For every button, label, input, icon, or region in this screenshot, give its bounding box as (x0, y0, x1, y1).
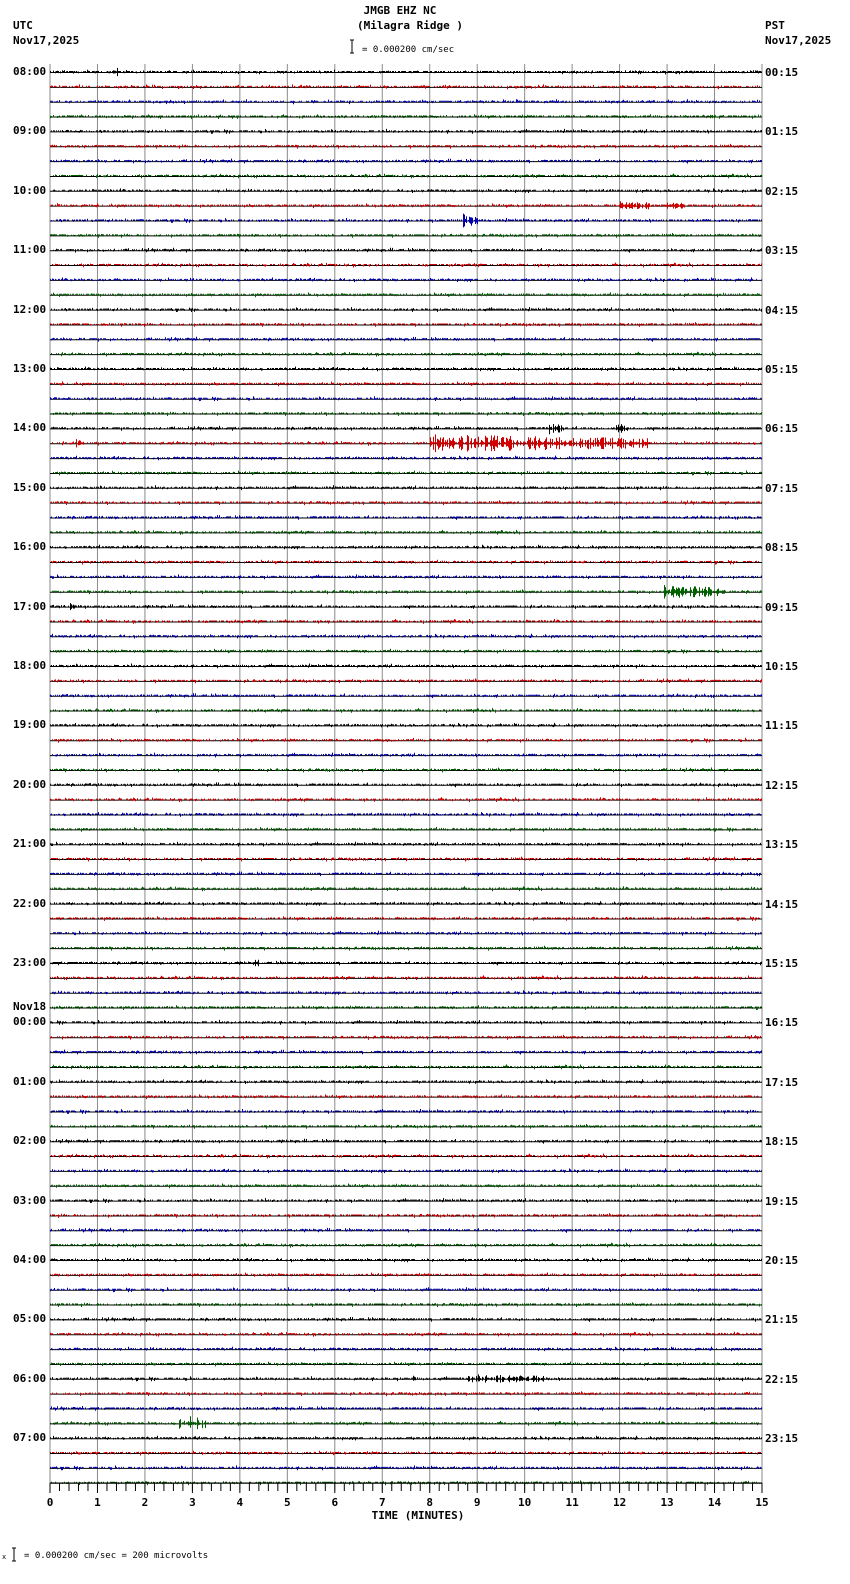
pst-hour-label: 08:15 (765, 541, 799, 555)
left-timezone: UTC (13, 19, 33, 32)
trace-row (50, 99, 762, 104)
scale-bar-icon (350, 40, 354, 53)
trace-row (51, 1416, 760, 1429)
utc-hour-label: 03:00 (13, 1193, 47, 1207)
pst-hour-label: 13:15 (765, 838, 799, 852)
pst-hour-label: 22:15 (765, 1372, 799, 1386)
utc-hour-label: 09:00 (13, 124, 47, 138)
trace-row (51, 693, 762, 698)
station-subtitle: (Milagra Ridge ) (357, 19, 463, 32)
utc-hour-label: 22:00 (13, 896, 47, 910)
scale-label: = 0.000200 cm/sec (362, 45, 455, 55)
trace-row (51, 1243, 760, 1248)
x-tick-label: 7 (378, 1496, 386, 1509)
pst-hour-label: 16:15 (765, 1016, 799, 1030)
trace-row (50, 975, 762, 980)
trace-row (52, 352, 761, 357)
trace-row (50, 159, 762, 164)
pst-hour-label: 14:15 (765, 897, 799, 911)
x-tick-label: 3 (189, 1496, 196, 1509)
trace-row (51, 307, 762, 312)
pst-hour-label: 06:15 (765, 422, 799, 436)
trace-row (50, 485, 762, 490)
trace-row (53, 931, 762, 936)
utc-hour-label: 14:00 (13, 421, 47, 435)
trace-row (52, 678, 762, 683)
trace-row (50, 530, 762, 535)
right-date: Nov17,2025 (765, 34, 832, 47)
x-tick-label: 9 (473, 1496, 481, 1509)
x-tick-label: 13 (660, 1496, 674, 1509)
utc-hour-label: 10:00 (13, 183, 47, 197)
pst-hour-label: 01:15 (765, 125, 799, 139)
trace-row (50, 1198, 762, 1203)
utc-hour-label: 04:00 (13, 1253, 47, 1266)
trace-row (50, 1050, 762, 1055)
trace-row (52, 753, 762, 758)
utc-hour-label: 02:00 (13, 1134, 47, 1148)
trace-row (51, 812, 761, 817)
utc-hour-label: 17:00 (13, 599, 47, 613)
trace-row (51, 1287, 762, 1292)
time-axis (50, 1483, 762, 1493)
pst-hour-label: 03:15 (765, 244, 799, 258)
pst-hour-label: 02:15 (765, 184, 799, 198)
trace-row (52, 1109, 759, 1114)
pst-hour-label: 12:15 (765, 778, 799, 792)
trace-row (51, 960, 762, 966)
footer-scale-note: = 0.000200 cm/sec = 200 microvolts (24, 1551, 209, 1561)
footer-scale-bar-icon (12, 1548, 16, 1561)
trace-row (51, 456, 762, 461)
pst-hour-label: 21:15 (765, 1313, 799, 1327)
trace-row (52, 337, 761, 342)
utc-hour-label: 20:00 (13, 777, 47, 791)
trace-row (50, 574, 762, 579)
trace-row (50, 1436, 762, 1441)
pst-hour-label: 19:15 (765, 1194, 799, 1208)
trace-row (51, 664, 762, 669)
trace-row (51, 367, 762, 372)
trace-row (50, 901, 762, 906)
pst-hour-label: 20:15 (765, 1254, 799, 1267)
trace-row (52, 263, 762, 268)
pst-hour-label: 17:15 (765, 1075, 799, 1089)
x-axis-label: TIME (MINUTES) (371, 1509, 465, 1522)
trace-row (51, 201, 762, 209)
x-tick-label: 0 (46, 1496, 54, 1509)
trace-row (50, 723, 761, 728)
utc-hour-label: 01:00 (13, 1074, 47, 1088)
x-tick-label: 8 (426, 1496, 434, 1509)
x-tick-label: 11 (565, 1496, 579, 1509)
trace-row (52, 585, 762, 599)
utc-hour-label: 06:00 (13, 1371, 47, 1385)
x-tick-label: 10 (518, 1496, 532, 1509)
trace-row (50, 634, 761, 639)
trace-row (50, 68, 762, 76)
utc-hour-label: 23:00 (13, 956, 47, 969)
pst-hour-label: 11:15 (765, 719, 799, 733)
trace-row (51, 1168, 762, 1173)
utc-hour-label: 00:00 (13, 1015, 47, 1029)
trace-row (51, 1406, 762, 1411)
trace-row (50, 1079, 762, 1084)
x-tick-label: 15 (755, 1496, 769, 1509)
pst-hour-label: 15:15 (765, 957, 799, 970)
utc-hour-label: 18:00 (13, 659, 47, 672)
pst-hour-label: 23:15 (765, 1432, 799, 1446)
station-title: JMGB EHZ NC (363, 4, 437, 17)
utc-hour-label: 12:00 (13, 302, 47, 316)
utc-hour-label: 16:00 (13, 540, 47, 554)
trace-row (50, 1374, 762, 1382)
utc-hour-label: 15:00 (13, 480, 47, 494)
trace-row (51, 1391, 761, 1396)
trace-row (52, 411, 762, 416)
trace-row (52, 214, 763, 228)
pst-hour-label: 18:15 (765, 1135, 799, 1149)
x-tick-label: 12 (612, 1496, 627, 1509)
trace-row (51, 1347, 762, 1352)
trace-row (51, 560, 759, 565)
trace-row (51, 545, 762, 550)
trace-row (51, 84, 761, 89)
pst-hour-label: 10:15 (765, 660, 799, 673)
pst-hour-label: 09:15 (765, 600, 799, 614)
seismic-traces (50, 68, 762, 1485)
x-tick-label: 6 (331, 1496, 339, 1509)
footer-marker: x (2, 1553, 7, 1561)
trace-row (50, 1020, 762, 1025)
trace-row (51, 129, 762, 134)
trace-row (50, 1465, 762, 1470)
pst-hour-label: 04:15 (765, 303, 799, 317)
trace-row (50, 277, 762, 282)
trace-row (50, 827, 762, 832)
trace-row (50, 842, 761, 847)
trace-row (50, 1317, 761, 1322)
trace-row (51, 1258, 762, 1263)
pst-hour-label: 05:15 (765, 363, 799, 376)
x-tick-label: 2 (141, 1496, 149, 1509)
trace-row (53, 471, 762, 476)
right-timezone: PST (765, 19, 785, 32)
utc-hour-label: 19:00 (13, 718, 47, 732)
utc-hour-label: 11:00 (13, 243, 47, 257)
utc-hour-label: 13:00 (13, 362, 47, 375)
left-date: Nov17,2025 (13, 34, 80, 47)
utc-hour-label: 07:00 (13, 1431, 47, 1445)
pst-hour-label: 00:15 (765, 66, 799, 79)
x-tick-label: 14 (707, 1496, 722, 1509)
utc-hour-label: 05:00 (13, 1312, 47, 1326)
trace-row (50, 381, 761, 386)
date-change-label: Nov18 (13, 1000, 47, 1014)
trace-row (51, 396, 762, 401)
trace-row (50, 1139, 762, 1144)
trace-row (54, 248, 762, 253)
utc-hour-label: 08:00 (13, 65, 47, 78)
trace-row (51, 1228, 760, 1233)
x-tick-label: 4 (236, 1496, 244, 1509)
pst-hour-label: 07:15 (765, 481, 799, 495)
x-tick-label: 5 (284, 1496, 291, 1509)
trace-row (53, 990, 762, 995)
x-tick-label: 1 (94, 1496, 101, 1509)
trace-row (51, 872, 762, 877)
utc-hour-label: 21:00 (13, 837, 47, 851)
trace-row (53, 188, 763, 193)
